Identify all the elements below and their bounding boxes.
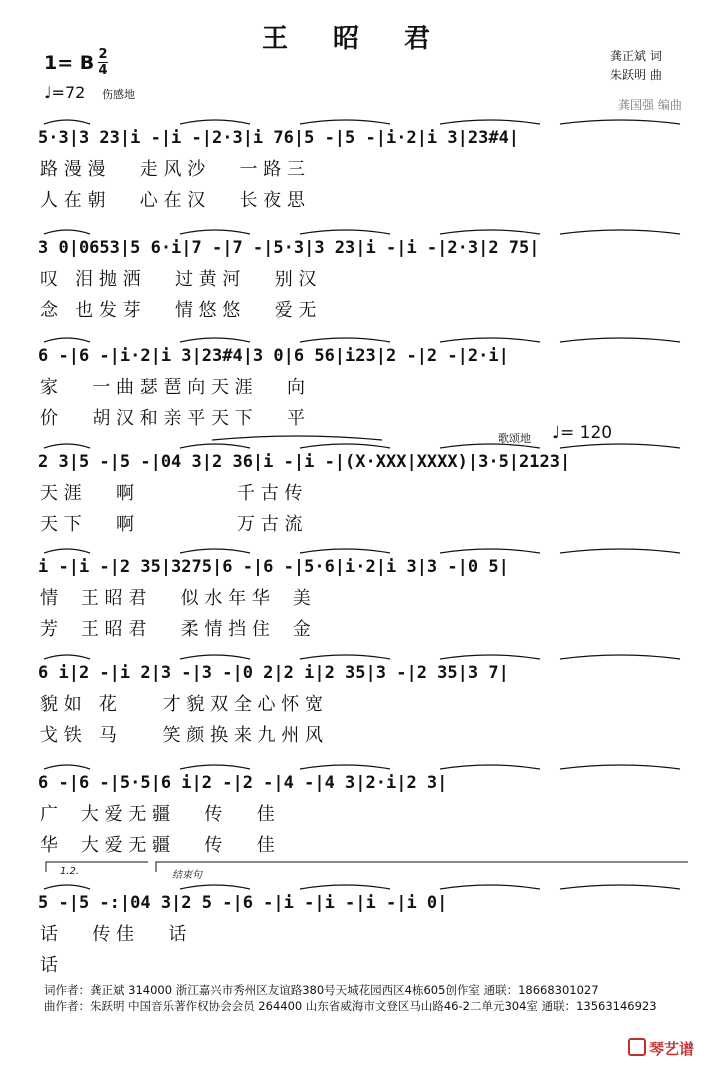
time-signature-bottom: 4	[98, 63, 108, 78]
notation-line: 6 i|2 -|i 2|3 -|3 -|0 2|2 i|2 35|3 -|2 35|3 7|	[38, 663, 509, 683]
slur-mark	[180, 120, 250, 124]
arranger-credit: 龚国强 编曲	[618, 98, 682, 112]
slur-mark	[300, 549, 390, 553]
slur-mark	[44, 549, 90, 553]
notation-line: 2 3|5 -|5 -|04 3|2 36|i -|i -|(X·XXX|XXXX)|3·5|2123|	[38, 452, 571, 472]
slur-mark	[300, 230, 390, 234]
notation-line: 6 -|6 -|i·2|i 3|23#4|3 0|6 56|i23|2 -|2 -|2·i|	[38, 346, 509, 366]
slur-mark	[560, 885, 680, 889]
slur-mark	[560, 444, 680, 448]
slur-mark	[180, 444, 250, 448]
footer-lyricist-info: 词作者：龚正斌 314000 浙江嘉兴市秀州区友谊路380号天城花园西区4栋605创作室 通联：18668301027	[44, 983, 599, 997]
slur-mark	[300, 444, 390, 448]
slur-mark	[180, 549, 250, 553]
volta-bracket-2	[156, 862, 688, 872]
notation-line: i -|i -|2 35|3275|6 -|6 -|5·6|i·2|i 3|3 -|0 5|	[38, 557, 509, 577]
footer-composer-info: 曲作者：朱跃明 中国音乐著作权协会会员 264400 山东省威海市文登区马山路46-2二单元304室 通联：13563146923	[44, 999, 657, 1013]
volta-ending-label: 结束句	[172, 870, 202, 881]
lyric-verse-2: 华 大 爱 无 疆 传 佳	[40, 835, 275, 856]
slur-mark	[180, 885, 250, 889]
slur-mark	[440, 120, 540, 124]
lyric-verse-2: 价 胡 汉 和 亲 平 天 下 平	[40, 408, 305, 429]
lyric-verse-1: 广 大 爱 无 疆 传 佳	[40, 804, 275, 825]
slur-mark	[560, 230, 680, 234]
lyric-verse-1: 天 涯 啊 千 古 传	[40, 483, 303, 504]
slur-mark	[440, 655, 540, 659]
slur-mark	[300, 885, 390, 889]
slur-mark	[440, 885, 540, 889]
slur-mark	[180, 230, 250, 234]
slur-mark	[440, 444, 540, 448]
lyric-verse-2: 念 也 发 芽 情 悠 悠 爱 无	[40, 300, 317, 321]
lyric-verse-1: 情 王 昭 君 似 水 年 华 美	[40, 588, 311, 609]
slur-mark	[560, 120, 680, 124]
key-signature: 1= B	[44, 52, 95, 74]
lyric-verse-2: 芳 王 昭 君 柔 情 挡 住 金	[40, 619, 311, 640]
site-logo	[628, 1038, 694, 1059]
slur-mark	[440, 549, 540, 553]
logo-text: 琴艺谱	[649, 1040, 695, 1058]
composer-credit: 朱跃明 曲	[610, 68, 662, 82]
slur-mark	[560, 655, 680, 659]
lyric-verse-1: 叹 泪 抛 洒 过 黄 河 别 汉	[40, 269, 317, 290]
slur-mark	[180, 655, 250, 659]
notation-line: 5·3|3 23|i -|i -|2·3|i 76|5 -|5 -|i·2|i 3|23#4|	[38, 128, 520, 148]
lyric-verse-1: 家 一 曲 瑟 琶 向 天 涯 向	[40, 377, 305, 398]
volta-first-ending: 1.2.	[60, 866, 80, 877]
expression-marking: 伤感地	[102, 88, 135, 101]
slur-mark	[300, 655, 390, 659]
slur-mark	[44, 120, 90, 124]
notation-line: 3 0|0653|5 6·i|7 -|7 -|5·3|3 23|i -|i -|2·3|2 75|	[38, 238, 540, 258]
slur-mark	[560, 765, 680, 769]
lyric-verse-1: 貌 如 花 才 貌 双 全 心 怀 宽	[40, 694, 323, 715]
slur-mark	[44, 230, 90, 234]
lyric-verse-1: 路 漫 漫 走 风 沙 一 路 三	[40, 159, 305, 180]
slur-mark	[560, 338, 680, 342]
notation-line: 5 -|5 -:|04 3|2 5 -|6 -|i -|i -|i -|i 0|	[38, 893, 448, 913]
notation-line: 6 -|6 -|5·5|6 i|2 -|2 -|4 -|4 3|2·i|2 3|	[38, 773, 448, 793]
slur-mark	[44, 765, 90, 769]
lyric-verse-2: 话	[40, 955, 58, 976]
time-signature-top: 2	[98, 47, 108, 62]
slur-mark	[440, 230, 540, 234]
slur-mark	[560, 549, 680, 553]
slur-mark	[44, 444, 90, 448]
page-title: 王 昭 君	[261, 24, 449, 54]
lyricist-credit: 龚正斌 词	[610, 49, 662, 63]
slur-mark	[440, 338, 540, 342]
phrase-slur	[212, 436, 382, 440]
tempo-marking-2: ♩= 120	[552, 423, 613, 443]
slur-mark	[44, 338, 90, 342]
lyric-verse-1: 话 传 佳 话	[40, 924, 187, 945]
slur-mark	[440, 765, 540, 769]
slur-mark	[300, 765, 390, 769]
slur-mark	[44, 655, 90, 659]
slur-mark	[44, 885, 90, 889]
slur-mark	[180, 765, 250, 769]
expression-marking-2: 歌颂地	[498, 432, 531, 445]
lyric-verse-2: 人 在 朝 心 在 汉 长 夜 思	[40, 190, 305, 211]
lyric-verse-2: 天 下 啊 万 古 流	[40, 514, 303, 535]
lyric-verse-2: 戈 铁 马 笑 颜 换 来 九 州 风	[40, 725, 323, 746]
slur-mark	[300, 338, 390, 342]
tempo-marking: ♩=72	[44, 83, 86, 102]
logo-icon	[628, 1038, 646, 1056]
slur-mark	[180, 338, 250, 342]
slur-mark	[300, 120, 390, 124]
